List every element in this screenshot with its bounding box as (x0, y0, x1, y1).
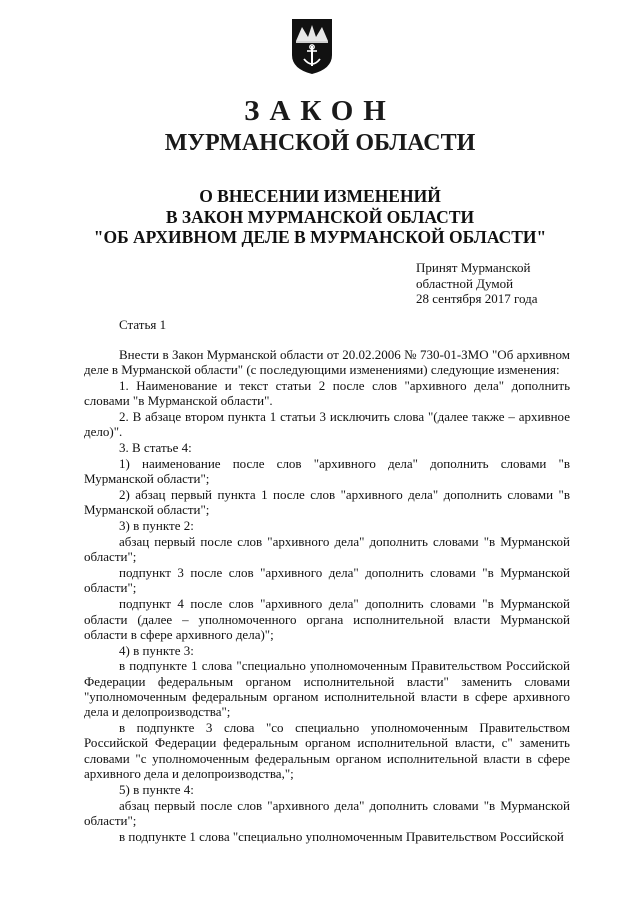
subtitle-line: В ЗАКОН МУРМАНСКОЙ ОБЛАСТИ (165, 206, 475, 227)
adoption-line: областной Думой (416, 275, 514, 291)
adoption-note (416, 260, 538, 307)
paragraph: 2) абзац первый пункта 1 после слов "архивного дела" дополнить словами "в Мурманской области"; (84, 487, 570, 518)
paragraph: 5) в пункте 4: (119, 781, 194, 797)
paragraph: 2. В абзаце втором пункта 1 статьи 3 исключить слова "(далее также – архивное дело)". (84, 409, 570, 440)
adoption-line: Принят Мурманской (416, 260, 531, 275)
law-subtitle (0, 186, 640, 248)
paragraph: абзац первый после слов "архивного дела" дополнить словами "в Мурманской области"; (84, 797, 570, 828)
adoption-date: 28 сентября 2017 года (416, 291, 538, 306)
paragraph: подпункт 4 после слов "архивного дела" дополнить словами "в Мурманской области (далее – уполномоченного органа исполнительной власти Мурманской области в сфере архивного дела)"; (84, 596, 570, 642)
paragraph: подпункт 3 после слов "архивного дела" дополнить словами "в Мурманской области"; (84, 565, 570, 596)
paragraph: 1. Наименование и текст статьи 2 после слов "архивного дела" дополнить словами "в Мурманской области". (84, 378, 570, 409)
subtitle-line: О ВНЕСЕНИИ ИЗМЕНЕНИЙ (199, 186, 441, 206)
paragraph: 3. В статье 4: (119, 440, 192, 456)
paragraph: в подпункте 1 слова "специально уполномоченным Правительством Российской (119, 828, 564, 844)
subtitle-line: "ОБ АРХИВНОМ ДЕЛЕ В МУРМАНСКОЙ ОБЛАСТИ" (93, 227, 547, 247)
paragraph: Внести в Закон Мурманской области от 20.02.2006 № 730-01-ЗМО "Об архивном деле в Мурманской области" (с последующими изменениями) следующие изменения: (84, 347, 570, 378)
paragraph: 1) наименование после слов "архивного дела" дополнить словами "в Мурманской области"; (84, 456, 570, 487)
paragraph: абзац первый после слов "архивного дела" дополнить словами "в Мурманской области"; (84, 534, 570, 565)
article-body (84, 347, 570, 845)
paragraph: в подпункте 3 слова "со специально уполномоченным Правительством Российской Федерации федеральным органом исполнительной власти, с" заменить словами "с уполномоченным федеральным органом исполнительной власти в сфере архивного дела и делопроизводства,"; (84, 720, 570, 782)
paragraph: 4) в пункте 3: (119, 642, 194, 658)
law-title: ЗАКОН (244, 95, 396, 127)
paragraph: в подпункте 1 слова "специально уполномоченным Правительством Российской Федерации федеральным органом исполнительной власти" заменить словами "уполномоченным федеральным органом исполнительной власти в сфере архивного дела и делопроизводства"; (84, 658, 570, 720)
coat-of-arms-icon (290, 17, 334, 75)
region-title: МУРМАНСКОЙ ОБЛАСТИ (164, 130, 476, 156)
article-title: Статья 1 (119, 317, 167, 332)
paragraph: 3) в пункте 2: (119, 518, 194, 534)
